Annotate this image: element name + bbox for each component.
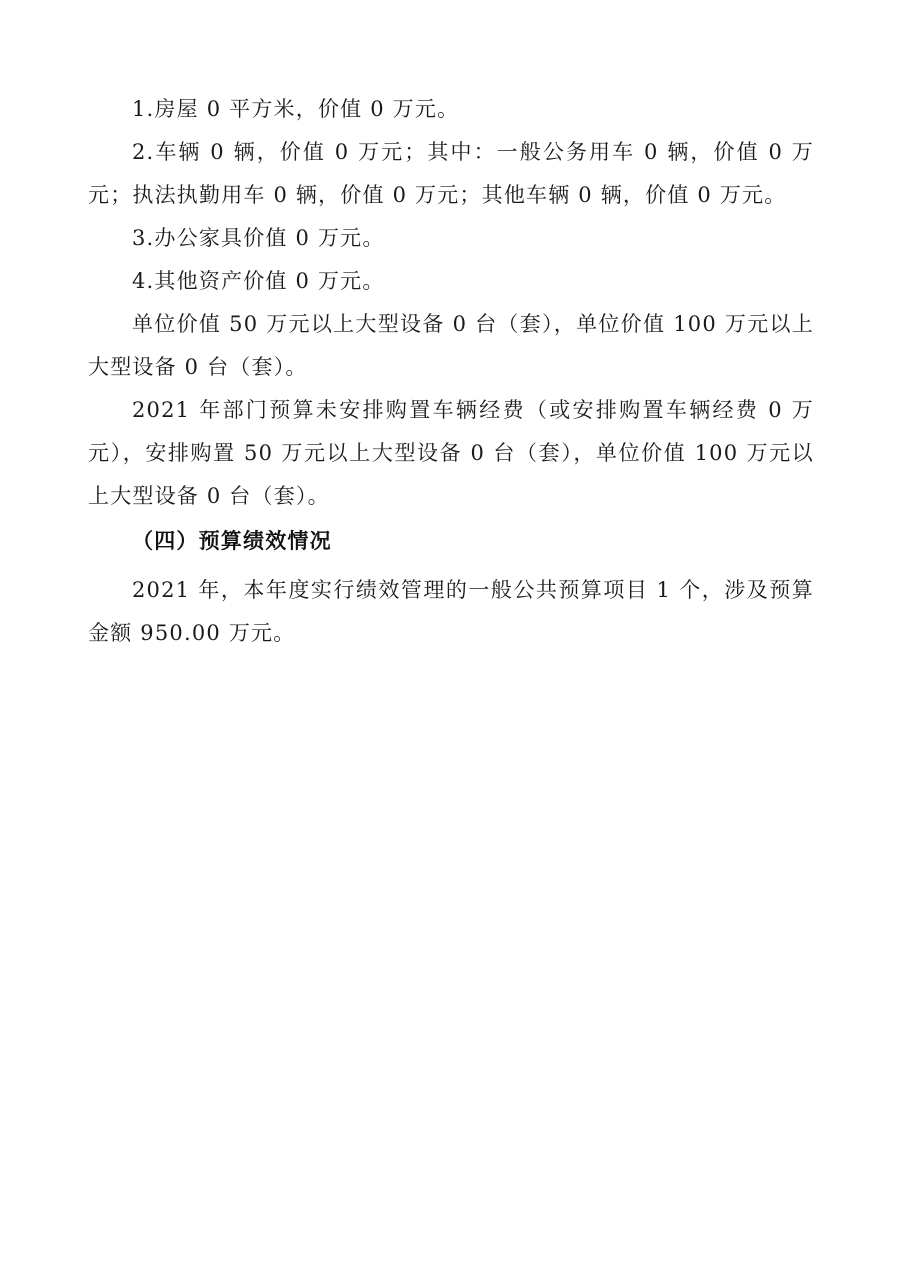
paragraph-office-furniture: 3.办公家具价值 0 万元。 xyxy=(132,226,385,250)
paragraph-other-assets: 4.其他资产价值 0 万元。 xyxy=(132,269,385,293)
document-body xyxy=(88,88,814,655)
paragraph-performance: 2021 年，本年度实行绩效管理的一般公共预算项目 1 个，涉及预算金额 950.00 万元。 xyxy=(88,578,814,645)
paragraph-vehicles: 2.车辆 0 辆，价值 0 万元；其中：一般公务用车 0 辆，价值 0 万元；执法执勤用车 0 辆，价值 0 万元；其他车辆 0 辆，价值 0 万元。 xyxy=(88,140,814,207)
paragraph-large-equipment: 单位价值 50 万元以上大型设备 0 台（套），单位价值 100 万元以上大型设备 0 台（套）。 xyxy=(88,312,814,379)
section-heading-performance: （四）预算绩效情况 xyxy=(132,529,332,553)
paragraph-budget-purchase: 2021 年部门预算未安排购置车辆经费（或安排购置车辆经费 0 万元），安排购置 50 万元以上大型设备 0 台（套），单位价值 100 万元以上大型设备 0 台（套）。 xyxy=(88,398,814,508)
paragraph-housing: 1.房屋 0 平方米，价值 0 万元。 xyxy=(132,97,460,121)
